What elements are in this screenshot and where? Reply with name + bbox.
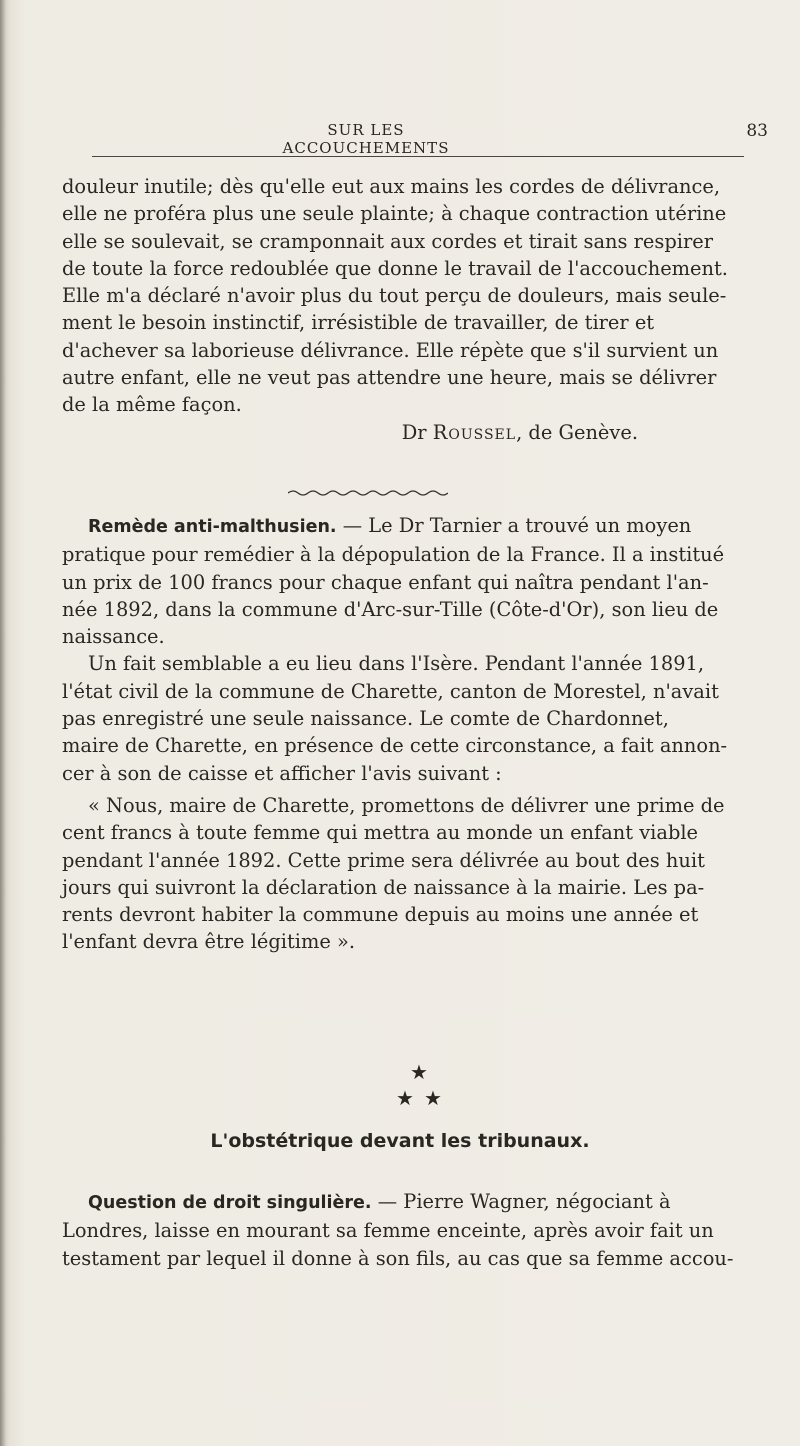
text-line [62, 512, 768, 541]
quote-line: pendant l'année 1892. Cette prime sera délivrée au bout des huit [62, 848, 705, 872]
star-icon: ★ [424, 1086, 442, 1110]
star-icon: ★ [410, 1060, 428, 1084]
wavy-separator [288, 489, 448, 497]
text-line: elle ne proféra plus une seule plainte; à chaque contraction utérine [62, 202, 727, 226]
text-line: l'état civil de la commune de Charette, canton de Morestel, n'avait [62, 679, 719, 703]
text-line: née 1892, dans la commune d'Arc-sur-Tille (Côte-d'Or), son lieu de [62, 597, 719, 621]
text-line: ment le besoin instinctif, irrésistible de travailler, de tirer et [62, 311, 655, 335]
asterism [0, 1062, 800, 1122]
page-spine-shadow [0, 0, 6, 1446]
signature [62, 419, 768, 446]
text-line: pas enregistré une seule naissance. Le comte de Chardonnet, [62, 707, 669, 731]
page-number: 83 [746, 121, 768, 141]
text-line: de la même façon. [62, 393, 242, 417]
text-line: maire de Charette, en présence de cette circonstance, a fait annon- [62, 734, 728, 758]
running-header: SUR LES ACCOUCHEMENTS [282, 121, 450, 157]
remede-title: Remède anti-malthusien. [88, 517, 337, 537]
text-line: elle se soulevait, se cramponnait aux cordes et tirait sans respirer [62, 229, 713, 253]
question-first-line: — Pierre Wagner, négociant à [371, 1190, 671, 1213]
text-line: testament par lequel il donne à son fils, au cas que sa femme accou- [62, 1246, 734, 1270]
text-line: Elle m'a déclaré n'avoir plus du tout perçu de douleurs, mais seule- [62, 284, 727, 308]
paragraph-question [62, 1188, 768, 1272]
text-line: Londres, laisse en mourant sa femme enceinte, après avoir fait un [62, 1219, 714, 1243]
section-heading: L'obstétrique devant les tribunaux. [210, 1130, 590, 1152]
remede-first-line: — Le Dr Tarnier a trouvé un moyen [336, 514, 692, 537]
text-line: autre enfant, elle ne veut pas attendre une heure, mais se délivrer [62, 366, 717, 390]
text-line: d'achever sa laborieuse délivrance. Elle répète que s'il survient un [62, 338, 719, 362]
text-line: cer à son de caisse et afficher l'avis suivant : [62, 761, 502, 785]
text-line: naissance. [62, 625, 165, 649]
star-icon: ★ [396, 1086, 414, 1110]
text-line [62, 1188, 768, 1217]
text-line: pratique pour remédier à la dépopulation de la France. Il a institué [62, 543, 725, 567]
quote-line: jours qui suivront la déclaration de naissance à la mairie. Les pa- [62, 875, 705, 899]
signature-prefix: Dr [401, 420, 427, 444]
header-rule [92, 156, 744, 157]
quote-line: « Nous, maire de Charette, promettons de délivrer une prime de [88, 793, 725, 817]
quote-line: cent francs à toute femme qui mettra au monde un enfant viable [62, 821, 699, 845]
paragraph-remede [62, 512, 768, 956]
text-line: un prix de 100 francs pour chaque enfant qui naîtra pendant l'an- [62, 570, 709, 594]
quote-line: l'enfant devra être légitime ». [62, 930, 356, 954]
signature-name: Roussel [432, 420, 517, 444]
quote-line: rents devront habiter la commune depuis au moins une année et [62, 903, 699, 927]
text-line: Un fait semblable a eu lieu dans l'Isère. Pendant l'année 1891, [88, 652, 705, 676]
question-title: Question de droit singulière. [88, 1193, 372, 1213]
text-line: de toute la force redoublée que donne le travail de l'accouchement. [62, 256, 728, 280]
text-line: douleur inutile; dès qu'elle eut aux mains les cordes de délivrance, [62, 175, 721, 198]
paragraph-roussel [62, 173, 768, 446]
signature-suffix: , de Genève. [516, 420, 638, 444]
